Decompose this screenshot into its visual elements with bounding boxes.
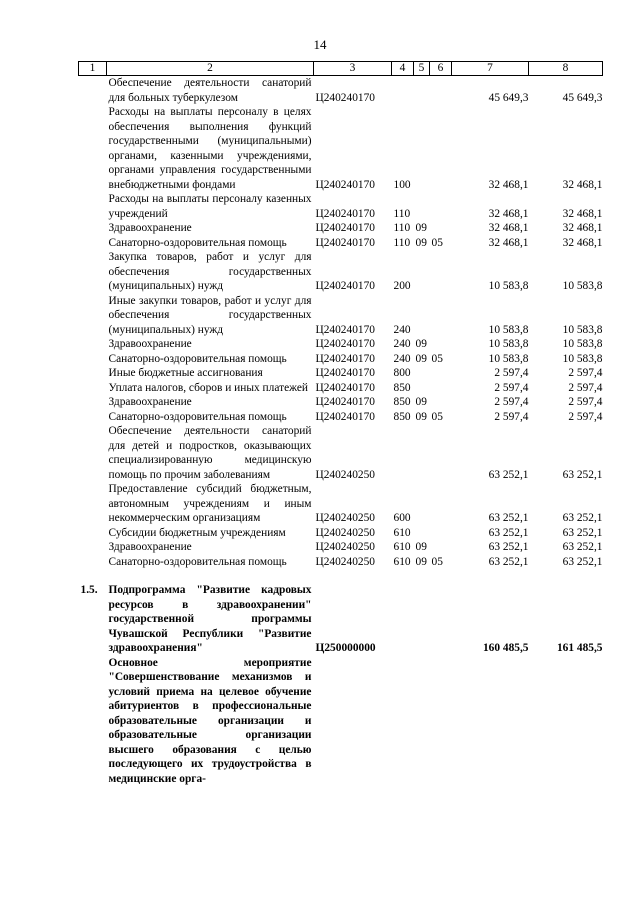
amount-cell-1: 10 583,8 <box>488 280 529 292</box>
subsection-cell <box>430 250 452 294</box>
amount-cell-1: 63 252,1 <box>488 555 529 568</box>
target-code-cell: Ц240240170 <box>315 352 375 365</box>
table-row <box>79 540 603 555</box>
spacer-cell <box>79 569 603 583</box>
budget-table <box>78 61 603 786</box>
table-row <box>79 352 603 367</box>
row-name-cell: Здравоохранение <box>108 541 192 553</box>
table-row <box>79 482 603 526</box>
table-row <box>79 337 603 352</box>
empty-cell <box>430 656 452 787</box>
row-name-cell: Санаторно-оздоровительная помощь <box>108 555 287 568</box>
activity-row <box>79 656 603 787</box>
row-number-cell <box>79 105 107 192</box>
amount-cell-1: 10 583,8 <box>488 323 529 336</box>
expense-type-cell: 100 <box>393 178 411 191</box>
section-cell: 09 <box>415 541 427 553</box>
expense-type-cell: 110 <box>393 236 411 249</box>
table-row <box>79 236 603 251</box>
subsection-cell <box>430 76 452 106</box>
amount-cell-2: 10 583,8 <box>562 280 603 292</box>
row-number-cell <box>79 352 107 367</box>
section-cell: 09 <box>415 352 427 365</box>
target-code-cell: Ц240240170 <box>315 207 375 220</box>
expense-type-cell: 110 <box>393 222 411 234</box>
section-cell <box>414 192 430 221</box>
row-number-cell <box>79 337 107 352</box>
empty-cell <box>392 656 414 787</box>
amount-cell-2: 2 597,4 <box>568 367 603 379</box>
row-name-cell: Расходы на выплаты персоналу казенных учреждений <box>108 193 312 220</box>
section-cell <box>414 76 430 106</box>
subsection-cell <box>430 366 452 381</box>
header-cell: 5 <box>414 62 430 76</box>
expense-type-cell: 850 <box>393 410 411 423</box>
subsection-cell <box>430 105 452 192</box>
row-name-cell: Санаторно-оздоровительная помощь <box>108 410 287 423</box>
subsection-cell: 05 <box>431 555 443 568</box>
target-code-cell: Ц240240170 <box>315 338 375 350</box>
amount-cell-1: 63 252,1 <box>488 468 529 481</box>
empty-cell <box>314 656 392 787</box>
amount-cell-2: 10 583,8 <box>562 323 603 336</box>
subsection-cell <box>430 526 452 541</box>
row-name-cell: Здравоохранение <box>108 396 192 408</box>
amount-cell-2: 32 468,1 <box>562 207 603 220</box>
expense-type-cell: 200 <box>393 280 411 292</box>
table-row <box>79 250 603 294</box>
page-number: 14 <box>313 37 327 52</box>
amount-cell-2: 45 649,3 <box>562 91 603 104</box>
amount-cell-1: 10 583,8 <box>488 338 529 350</box>
expense-type-cell: 610 <box>393 541 411 553</box>
empty-cell <box>414 656 430 787</box>
subprogram-amount-2: 161 485,5 <box>556 642 603 654</box>
row-number-cell <box>79 424 107 482</box>
amount-cell-1: 32 468,1 <box>488 207 529 220</box>
row-number-cell <box>79 76 107 106</box>
section-cell <box>414 482 430 526</box>
table-row <box>79 381 603 396</box>
table-row <box>79 395 603 410</box>
table-row <box>79 192 603 221</box>
section-cell: 09 <box>415 396 427 408</box>
amount-cell-1: 32 468,1 <box>488 222 529 234</box>
target-code-cell: Ц240240170 <box>315 236 375 249</box>
amount-cell-1: 2 597,4 <box>494 381 529 394</box>
target-code-cell: Ц240240170 <box>315 396 375 408</box>
subsection-cell: 05 <box>431 236 443 249</box>
spacer-row <box>79 569 603 583</box>
row-number-cell <box>79 395 107 410</box>
section-cell <box>414 526 430 541</box>
section-cell <box>414 366 430 381</box>
row-name-cell: Санаторно-оздоровительная помощь <box>108 352 287 365</box>
subsection-cell: 05 <box>431 352 443 365</box>
subsection-cell <box>430 583 452 656</box>
row-number-cell <box>79 381 107 396</box>
row-name-cell: Предоставление субсидий бюджетным, автономным учреждениям и иным некоммерческим организациям <box>108 483 312 524</box>
subprogram-number: 1.5. <box>80 584 98 596</box>
expense-type-cell <box>392 76 414 106</box>
section-cell <box>414 105 430 192</box>
expense-type-cell: 240 <box>393 338 411 350</box>
subsection-cell <box>430 424 452 482</box>
header-cell: 6 <box>430 62 452 76</box>
table-row <box>79 555 603 570</box>
amount-cell-2: 63 252,1 <box>562 468 603 481</box>
row-number-cell <box>79 221 107 236</box>
amount-cell-1: 45 649,3 <box>488 91 529 104</box>
row-number-cell <box>79 250 107 294</box>
amount-cell-1: 63 252,1 <box>488 526 529 539</box>
amount-cell-1: 10 583,8 <box>488 352 529 365</box>
table-row <box>79 366 603 381</box>
amount-cell-1: 2 597,4 <box>494 396 529 408</box>
amount-cell-1: 63 252,1 <box>488 512 529 524</box>
amount-cell-2: 63 252,1 <box>562 541 603 553</box>
subsection-cell <box>430 192 452 221</box>
target-code-cell: Ц240240170 <box>315 178 375 191</box>
header-cell: 2 <box>107 62 314 76</box>
table-row <box>79 105 603 192</box>
target-code-cell: Ц240240170 <box>315 280 375 292</box>
amount-cell-2: 32 468,1 <box>562 222 603 234</box>
subsection-cell <box>430 540 452 555</box>
row-name-cell: Закупка товаров, работ и услуг для обеспечения государственных (муниципальных) нужд <box>108 251 312 292</box>
target-code-cell: Ц240240170 <box>315 367 375 379</box>
row-number-cell <box>79 366 107 381</box>
section-cell: 09 <box>415 236 427 249</box>
row-name-cell: Здравоохранение <box>108 338 192 350</box>
row-number-cell <box>79 236 107 251</box>
target-code-cell: Ц240240170 <box>315 222 375 234</box>
row-name-cell: Субсидии бюджетным учреждениям <box>108 526 286 539</box>
target-code-cell: Ц240240250 <box>315 541 375 553</box>
row-number-cell <box>79 192 107 221</box>
target-code-cell: Ц240240250 <box>315 468 375 481</box>
target-code-cell: Ц240240170 <box>315 323 375 336</box>
target-code-cell: Ц240240170 <box>315 91 375 104</box>
expense-type-cell: 240 <box>393 323 411 336</box>
section-cell <box>414 294 430 338</box>
amount-cell-2: 32 468,1 <box>562 236 603 249</box>
amount-cell-1: 32 468,1 <box>488 178 529 191</box>
row-number-cell <box>79 656 107 787</box>
activity-name: Основное мероприятие "Совершенствование механизмов и условий приема на целевое обучение абитуриентов в профессиональные образовательные организации и образовательные организации высшего образования с целью последующего их трудоустройства в медицинские орга- <box>108 656 312 785</box>
section-cell <box>414 583 430 656</box>
section-cell: 09 <box>415 410 427 423</box>
subsection-cell <box>430 294 452 338</box>
amount-cell-1: 2 597,4 <box>494 367 529 379</box>
target-code-cell: Ц240240250 <box>315 512 375 524</box>
row-number-cell <box>79 482 107 526</box>
expense-type-cell <box>392 424 414 482</box>
target-code-cell: Ц240240250 <box>315 526 375 539</box>
row-name-cell: Уплата налогов, сборов и иных платежей <box>108 381 308 394</box>
subsection-cell <box>430 482 452 526</box>
table-row <box>79 76 603 106</box>
row-name-cell: Иные закупки товаров, работ и услуг для обеспечения государственных (муниципальных) нужд <box>108 294 312 336</box>
empty-cell <box>529 656 603 787</box>
row-name-cell: Обеспечение деятельности санаторий для больных туберкулезом <box>108 77 312 104</box>
subprogram-row <box>79 583 603 656</box>
section-cell: 09 <box>415 338 427 350</box>
header-cell: 8 <box>529 62 603 76</box>
amount-cell-2: 63 252,1 <box>562 526 603 539</box>
expense-type-cell: 610 <box>393 555 411 568</box>
amount-cell-2: 32 468,1 <box>562 178 603 191</box>
amount-cell-1: 63 252,1 <box>488 541 529 553</box>
expense-type-cell: 850 <box>393 396 411 408</box>
target-code-cell: Ц240240250 <box>315 555 375 568</box>
header-cell: 3 <box>314 62 392 76</box>
subprogram-name: Подпрограмма "Развитие кадровых ресурсов в здравоохранении" государственной программы Чувашской Республики "Развитие здравоохранения" <box>108 584 312 654</box>
expense-type-cell: 110 <box>393 207 411 220</box>
row-number-cell <box>79 555 107 570</box>
expense-type-cell <box>392 583 414 656</box>
subprogram-code: Ц250000000 <box>315 642 376 654</box>
header-cell: 1 <box>79 62 107 76</box>
row-number-cell <box>79 540 107 555</box>
header-cell: 7 <box>452 62 529 76</box>
section-cell <box>414 381 430 396</box>
subprogram-amount-1: 160 485,5 <box>482 642 529 654</box>
table-row <box>79 294 603 338</box>
subsection-cell <box>430 337 452 352</box>
target-code-cell: Ц240240170 <box>315 381 375 394</box>
amount-cell-2: 63 252,1 <box>562 555 603 568</box>
section-cell: 09 <box>415 555 427 568</box>
expense-type-cell: 610 <box>393 526 411 539</box>
row-number-cell <box>79 294 107 338</box>
table-header-row <box>79 62 603 76</box>
target-code-cell: Ц240240170 <box>315 410 375 423</box>
row-number-cell <box>79 526 107 541</box>
amount-cell-2: 2 597,4 <box>568 396 603 408</box>
row-name-cell: Расходы на выплаты персоналу в целях обеспечения выполнения функций государственными (муниципальными) органами, казенными учреждениями, органами управления государственными внебюджетными фондами <box>108 106 312 191</box>
amount-cell-2: 10 583,8 <box>562 352 603 365</box>
section-cell: 09 <box>415 222 427 234</box>
row-number-cell <box>79 410 107 425</box>
amount-cell-1: 2 597,4 <box>494 410 529 423</box>
table-row <box>79 526 603 541</box>
empty-cell <box>452 656 529 787</box>
amount-cell-2: 2 597,4 <box>568 381 603 394</box>
subsection-cell <box>430 221 452 236</box>
row-name-cell: Здравоохранение <box>108 222 192 234</box>
row-name-cell: Иные бюджетные ассигнования <box>108 367 263 379</box>
expense-type-cell: 240 <box>393 352 411 365</box>
amount-cell-2: 63 252,1 <box>562 512 603 524</box>
expense-type-cell: 600 <box>393 512 411 524</box>
header-cell: 4 <box>392 62 414 76</box>
expense-type-cell: 800 <box>393 367 411 379</box>
table-row <box>79 410 603 425</box>
table-row <box>79 221 603 236</box>
section-cell <box>414 424 430 482</box>
expense-type-cell: 850 <box>393 381 411 394</box>
subsection-cell: 05 <box>431 410 443 423</box>
section-cell <box>414 250 430 294</box>
amount-cell-1: 32 468,1 <box>488 236 529 249</box>
amount-cell-2: 2 597,4 <box>568 410 603 423</box>
subsection-cell <box>430 381 452 396</box>
amount-cell-2: 10 583,8 <box>562 338 603 350</box>
row-name-cell: Санаторно-оздоровительная помощь <box>108 236 287 249</box>
subsection-cell <box>430 395 452 410</box>
table-row <box>79 424 603 482</box>
row-name-cell: Обеспечение деятельности санаторий для детей и подростков, оказывающих специализированную медицинскую помощь по прочим заболеваниям <box>108 425 312 481</box>
